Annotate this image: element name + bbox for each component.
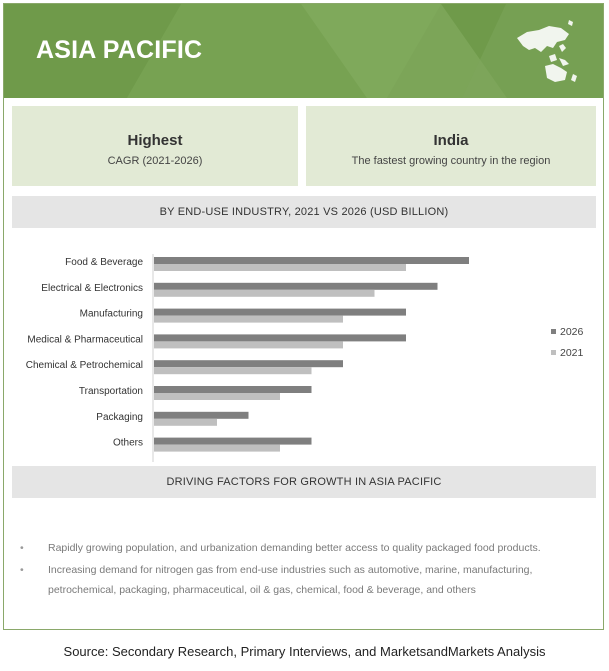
legend-label: 2021 xyxy=(560,347,584,359)
list-item xyxy=(18,538,578,558)
banner-title: ASIA PACIFIC xyxy=(36,36,203,64)
end-use-industry-bar-chart xyxy=(0,244,609,462)
bar-2026 xyxy=(154,412,249,419)
bar-2026 xyxy=(154,438,312,445)
category-label: Chemical & Petrochemical xyxy=(25,360,143,372)
header-banner xyxy=(4,4,603,98)
legend-label: 2026 xyxy=(560,326,584,338)
bar-2021 xyxy=(154,316,343,323)
category-label: Food & Beverage xyxy=(65,257,143,268)
bar-2021 xyxy=(154,367,312,374)
bar-2021 xyxy=(154,445,280,452)
bar-2026 xyxy=(154,283,438,290)
card-subtext: CAGR (2021-2026) xyxy=(107,155,203,167)
bar-2026 xyxy=(154,360,343,367)
card-subtext: The fastest growing country in the region xyxy=(351,155,551,167)
card-heading: India xyxy=(433,132,469,149)
category-label: Transportation xyxy=(78,386,143,397)
category-label: Electrical & Electronics xyxy=(41,282,143,294)
bullet-text: Increasing demand for nitrogen gas from end-use industries such as automotive, marine, manufacturing, petrochemical, packaging, pharmaceutical, oil & gas, chemical, food & beverage, and others xyxy=(48,564,533,596)
bar-2026 xyxy=(154,386,312,393)
chart-section-title: BY END-USE INDUSTRY, 2021 VS 2026 (USD BILLION) xyxy=(12,196,596,228)
legend-swatch xyxy=(551,350,556,355)
highest-cagr-card xyxy=(12,106,298,186)
driving-factors-list xyxy=(18,538,578,600)
bar-2026 xyxy=(154,257,469,264)
bullet-icon: • xyxy=(20,542,24,554)
bar-2021 xyxy=(154,264,406,271)
bar-2021 xyxy=(154,393,280,400)
bar-2021 xyxy=(154,419,217,426)
bar-2021 xyxy=(154,341,343,348)
card-heading: Highest xyxy=(127,132,183,149)
legend-swatch xyxy=(551,329,556,334)
list-item xyxy=(18,560,578,600)
bar-2021 xyxy=(154,290,375,297)
source-note: Source: Secondary Research, Primary Interviews, and MarketsandMarkets Analysis xyxy=(63,644,546,659)
bar-2026 xyxy=(154,334,406,341)
category-label: Packaging xyxy=(96,411,143,423)
bullet-icon: • xyxy=(20,564,24,576)
fastest-country-card xyxy=(306,106,596,186)
drivers-section-title: DRIVING FACTORS FOR GROWTH IN ASIA PACIFIC xyxy=(12,466,596,498)
category-label: Medical & Pharmaceutical xyxy=(27,334,143,346)
bullet-text: Rapidly growing population, and urbanization demanding better access to quality packaged food products. xyxy=(48,542,541,554)
category-label: Others xyxy=(112,437,143,449)
category-label: Manufacturing xyxy=(79,308,143,320)
asia-pacific-map-icon xyxy=(509,16,587,88)
bar-2026 xyxy=(154,309,406,316)
